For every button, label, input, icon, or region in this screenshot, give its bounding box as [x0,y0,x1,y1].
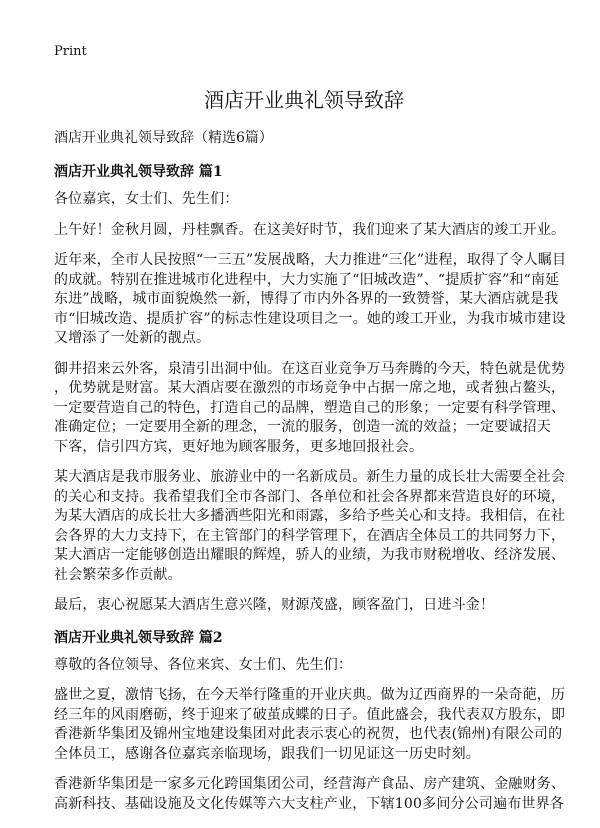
document-body [54,161,567,814]
paragraph-line: 最后，衷心祝愿某大酒店生意兴隆，财源茂盛，顾客盈门，日进斗金！ [54,597,495,613]
paragraph [54,656,554,676]
paragraph-line: 香港新华集团是一家多元化跨国集团公司，经营海产食品、房产建筑、金融财务、 [54,776,566,792]
paragraph-line: 下客，信引四方宾，更好地为顾客服务，更多地回报社会。 [54,438,424,455]
paragraph-line: 的关心和支持。我希望我们全市各部门、各单位和社会各界都来营造良好的环境， [54,488,566,505]
section-heading: 酒店开业典礼领导致辞 篇1 [54,164,223,180]
paragraph-line: 盛世之夏，激情飞扬，在今天举行隆重的开业庆典。做为辽西商界的一朵奇葩，历 [54,687,566,703]
paragraph [54,596,554,616]
paragraph-line: 又增添了一处新的靓点。 [54,330,211,346]
document-page [54,44,567,825]
paragraph [54,775,566,814]
document-subtitle: 酒店开业典礼领导致辞（精选6篇） [54,130,273,146]
paragraph-line: 准确定位；一定要用全新的理念，一流的服务，创造一流的效益；一定要诚招天 [54,419,551,435]
paragraph-line: ，优势就是财富。某大酒店要在激烈的市场竞争中占据一席之地，或者独占鳌头， [54,380,566,396]
paragraph-line: 会各界的大力支持下，在主管部门的科学管理下，在酒店全体员工的共同努力下， [54,527,566,544]
paragraph [54,190,554,210]
print-link[interactable]: Print [54,44,87,59]
paragraph-line: 一定要营造自己的特色，打造自己的品牌，塑造自己的形象；一定要有科学管理、 [54,399,566,416]
paragraph-line: 高新科技、基础设施及文化传媒等六大支柱产业，下辖100多间分公司遍布世界各 [54,795,565,812]
paragraph-line: 御井招来云外客，泉清引出洞中仙。在这百业竞争万马奔腾的今天，特色就是优势 [54,360,566,377]
paragraph [54,686,566,764]
paragraph-line: 社会繁荣多作贡献。 [54,566,182,583]
paragraph-line: 香港新华集团及锦州宝地建设集团对此表示衷心的祝贺，也代表(锦州)有限公司的 [54,726,563,742]
paragraph-line: 的成就。特别在推进城市化进程中，大力实施了“旧城改造”、“提质扩容”和“南延 [54,271,560,288]
section-heading: 酒店开业典礼领导致辞 篇2 [54,629,223,646]
paragraph-line: 某大酒店一定能够创造出耀眼的辉煌，骄人的业绩，为我市财税增收、经济发展、 [54,547,566,563]
document-title: 酒店开业典礼领导致辞 [204,88,404,112]
paragraph [54,468,566,585]
paragraph-line: 为某大酒店的成长壮大多播洒些阳光和雨露，多给予些关心和支持。我相信，在社 [54,508,566,524]
paragraph-line: 上午好！金秋月圆，丹桂飘香。在这美好时节，我们迎来了某大酒店的竣工开业。 [54,221,566,238]
paragraph [54,360,566,458]
paragraph-line: 某大酒店是我市服务业、旅游业中的一名新成员。新生力量的成长壮大需要全社会 [54,469,566,485]
paragraph-line: 经三年的风雨磨砺，终于迎来了破茧成蝶的日子。值此盛会，我代表双方股东，即 [54,706,566,723]
paragraph [54,251,567,349]
paragraph-line: 尊敬的各位领导、各位来宾、女士们、先生们： [54,656,353,673]
paragraph-line: 市“旧城改造、提质扩容”的标志性建设项目之一。她的竣工开业，为我市城市建设 [54,310,566,327]
paragraph-line: 近年来，全市人民按照“一三五”发展战略，大力推进“三化”进程，取得了令人瞩目 [54,252,567,268]
paragraph-line: 各位嘉宾，女士们、先生们： [54,191,239,207]
paragraph-line: 东进”战略，城市面貌焕然一新，博得了市内外各界的一致赞誉，某大酒店就是我 [54,291,559,307]
paragraph-line: 全体员工，感谢各位嘉宾亲临现场，跟我们一切见证这一历史时刻。 [54,745,480,762]
paragraph [54,221,566,241]
